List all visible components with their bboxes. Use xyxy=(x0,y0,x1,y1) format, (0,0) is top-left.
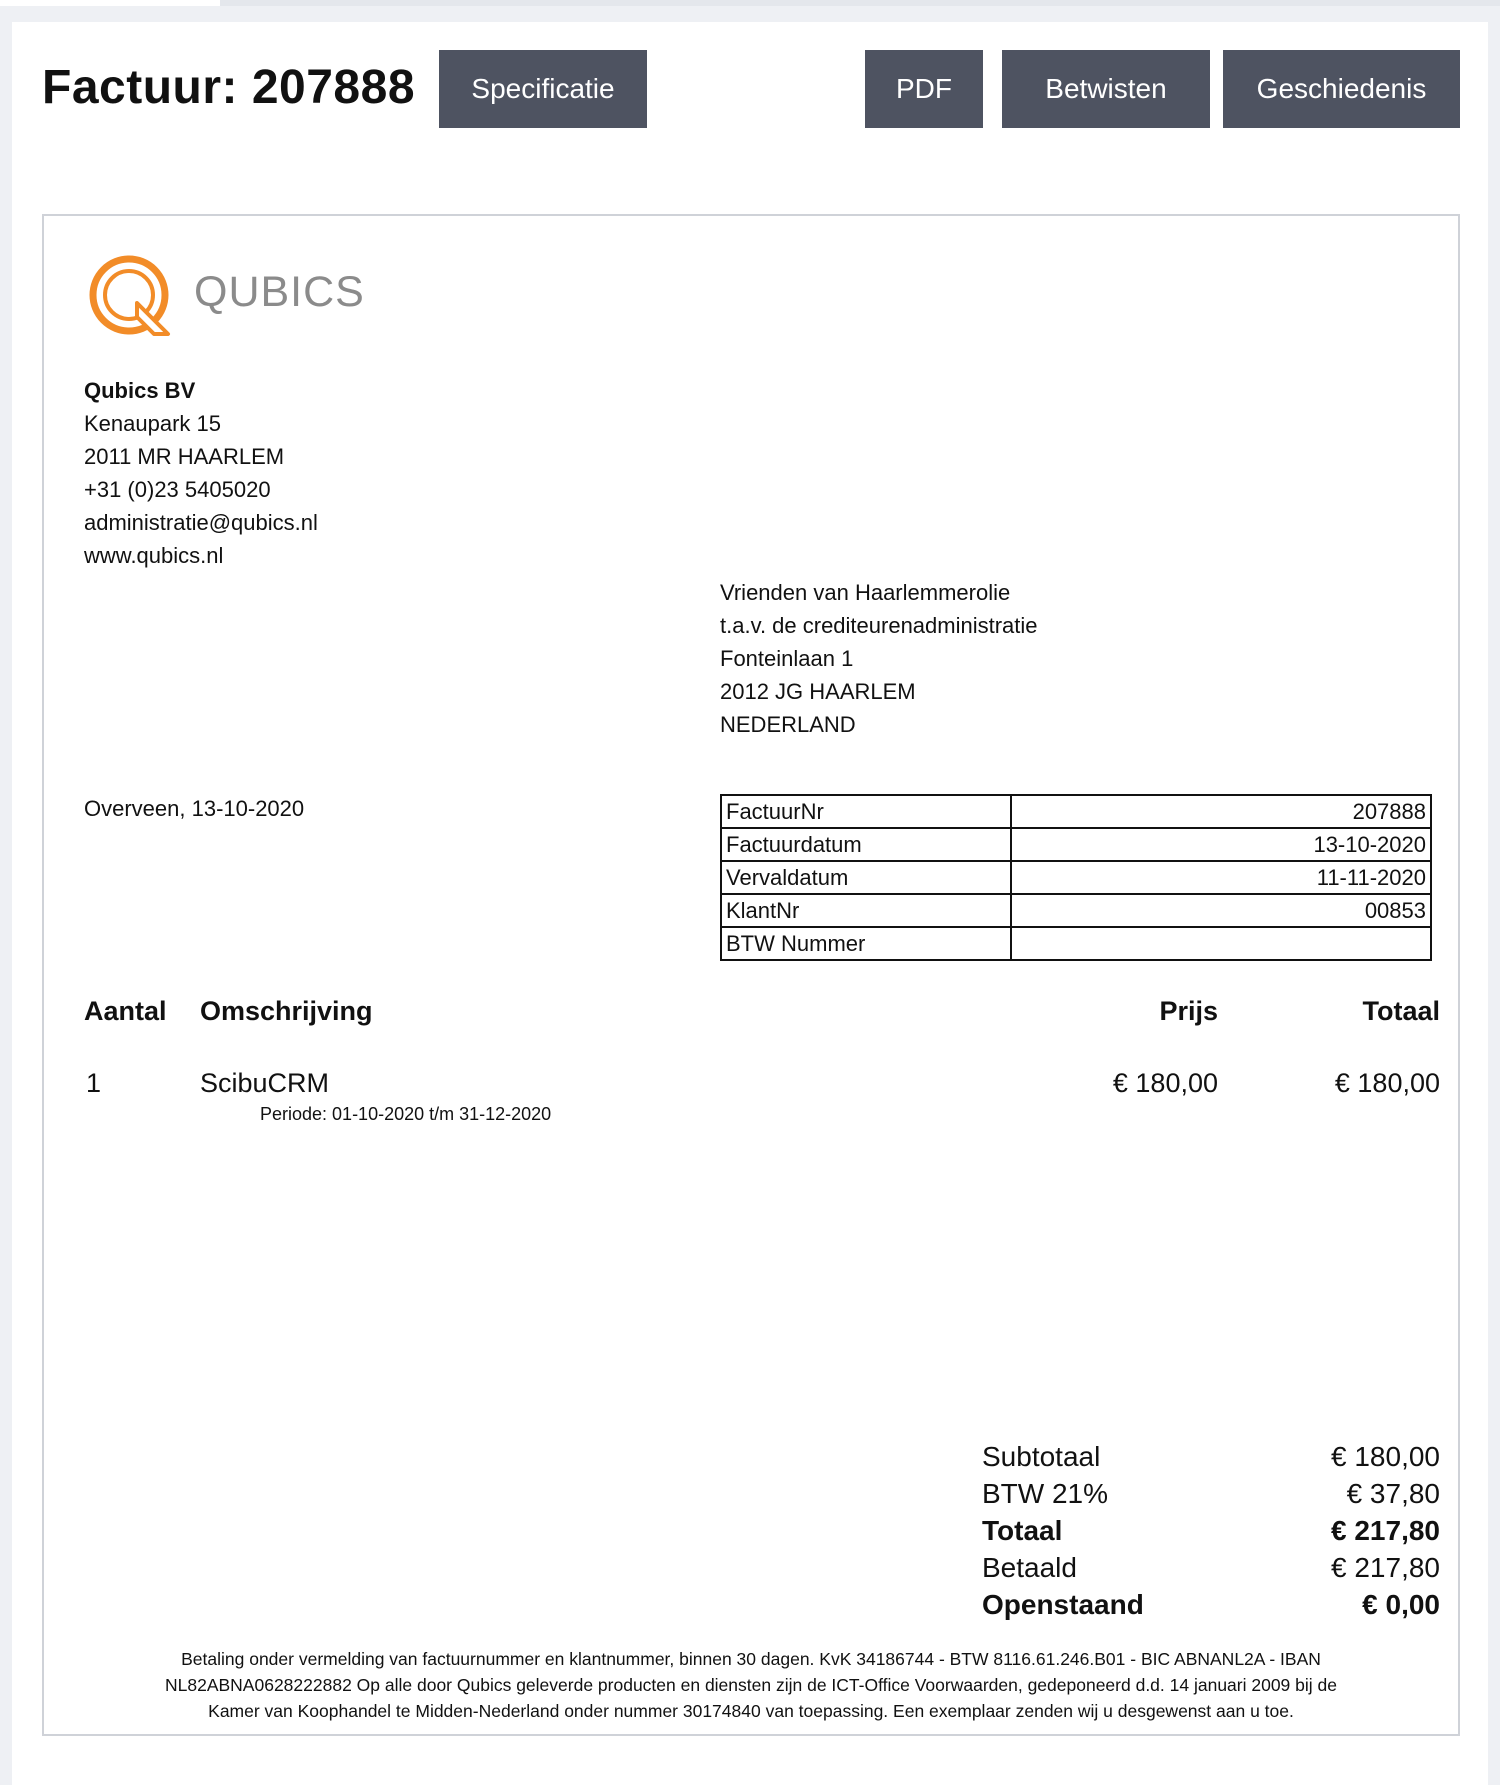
totals-value: € 37,80 xyxy=(1346,1478,1440,1509)
sender-name: Qubics BV xyxy=(84,378,196,403)
totals-label: Openstaand xyxy=(982,1589,1144,1620)
top-tab-strip xyxy=(0,0,1500,6)
pdf-button[interactable]: PDF xyxy=(865,50,983,128)
invoice-document xyxy=(42,214,1460,1736)
line-item-quantity: 1 xyxy=(86,1068,102,1098)
logo-wordmark: QUBICS xyxy=(194,268,365,316)
recipient-street: Fonteinlaan 1 xyxy=(720,646,854,671)
specificatie-button[interactable]: Specificatie xyxy=(439,50,647,128)
column-header-aantal: Aantal xyxy=(84,996,167,1026)
totals-label: Subtotaal xyxy=(982,1441,1101,1472)
table-row xyxy=(721,861,1431,894)
meta-value: 11-11-2020 xyxy=(1011,861,1431,894)
column-header-omschrijving: Omschrijving xyxy=(200,996,373,1026)
totals-value: € 0,00 xyxy=(1362,1589,1440,1620)
line-item-period: Periode: 01-10-2020 t/m 31-12-2020 xyxy=(260,1104,552,1124)
line-item-total: € 180,00 xyxy=(1334,1068,1440,1098)
recipient-attention: t.a.v. de crediteurenadministratie xyxy=(720,613,1038,638)
meta-key: Vervaldatum xyxy=(721,861,1011,894)
column-header-prijs: Prijs xyxy=(1159,996,1218,1026)
sender-address xyxy=(84,374,318,572)
table-row xyxy=(721,894,1431,927)
meta-value: 207888 xyxy=(1011,795,1431,828)
meta-key: Factuurdatum xyxy=(721,828,1011,861)
line-item-price: € 180,00 xyxy=(1112,1068,1218,1098)
recipient-address xyxy=(720,576,1038,741)
table-row xyxy=(721,828,1431,861)
company-logo xyxy=(82,248,382,348)
geschiedenis-button[interactable]: Geschiedenis xyxy=(1223,50,1460,128)
betwisten-button[interactable]: Betwisten xyxy=(1002,50,1210,128)
totals-value: € 217,80 xyxy=(1331,1552,1440,1583)
recipient-name: Vrienden van Haarlemmerolie xyxy=(720,580,1011,605)
column-header-totaal: Totaal xyxy=(1362,996,1440,1026)
meta-key: BTW Nummer xyxy=(721,927,1011,960)
table-row xyxy=(721,795,1431,828)
totals-value: € 217,80 xyxy=(1331,1515,1440,1546)
qubics-q-logo-icon xyxy=(82,248,182,348)
page-title: Factuur: 207888 xyxy=(42,61,416,114)
vat-row xyxy=(982,1475,1440,1512)
invoice-panel xyxy=(12,22,1488,1785)
meta-value xyxy=(1011,927,1431,960)
sender-website: www.qubics.nl xyxy=(84,543,224,568)
totals-label: Betaald xyxy=(982,1552,1077,1583)
recipient-city: 2012 JG HAARLEM xyxy=(720,679,916,704)
footer-line: Betaling onder vermelding van factuurnummer en klantnummer, binnen 30 dagen. KvK 34186744 - BTW 8116.61.246.B01 - BIC ABNANL2A - IBAN xyxy=(181,1649,1321,1669)
totals-label: BTW 21% xyxy=(982,1478,1109,1509)
sender-street: Kenaupark 15 xyxy=(84,411,221,436)
invoice-meta-table xyxy=(720,794,1432,961)
active-tab[interactable] xyxy=(0,0,220,6)
meta-value: 00853 xyxy=(1011,894,1431,927)
meta-key: FactuurNr xyxy=(721,795,1011,828)
place-date: Overveen, 13-10-2020 xyxy=(84,796,305,821)
table-row xyxy=(721,927,1431,960)
totals-value: € 180,00 xyxy=(1331,1441,1440,1472)
recipient-country: NEDERLAND xyxy=(720,712,856,737)
paid-row xyxy=(982,1549,1440,1586)
sender-city: 2011 MR HAARLEM xyxy=(84,444,285,469)
meta-key: KlantNr xyxy=(721,894,1011,927)
line-item-description: ScibuCRM xyxy=(200,1068,330,1098)
total-row xyxy=(982,1512,1440,1549)
sender-email: administratie@qubics.nl xyxy=(84,510,318,535)
totals-label: Totaal xyxy=(982,1515,1063,1546)
subtotal-row xyxy=(982,1438,1440,1475)
outstanding-row xyxy=(982,1586,1440,1623)
totals-summary xyxy=(982,1438,1440,1623)
sender-phone: +31 (0)23 5405020 xyxy=(84,477,271,502)
footer-line: Kamer van Koophandel te Midden-Nederland onder nummer 30174840 van toepassing. Een exemplaar zenden wij u desgewenst aan u toe. xyxy=(208,1701,1294,1721)
payment-terms-footer xyxy=(84,1646,1418,1724)
footer-line: NL82ABNA0628222882 Op alle door Qubics geleverde producten en diensten zijn de ICT-Office Voorwaarden, gedeponeerd d.d. 14 januari 2009 bij de xyxy=(164,1675,1337,1695)
meta-value: 13-10-2020 xyxy=(1011,828,1431,861)
